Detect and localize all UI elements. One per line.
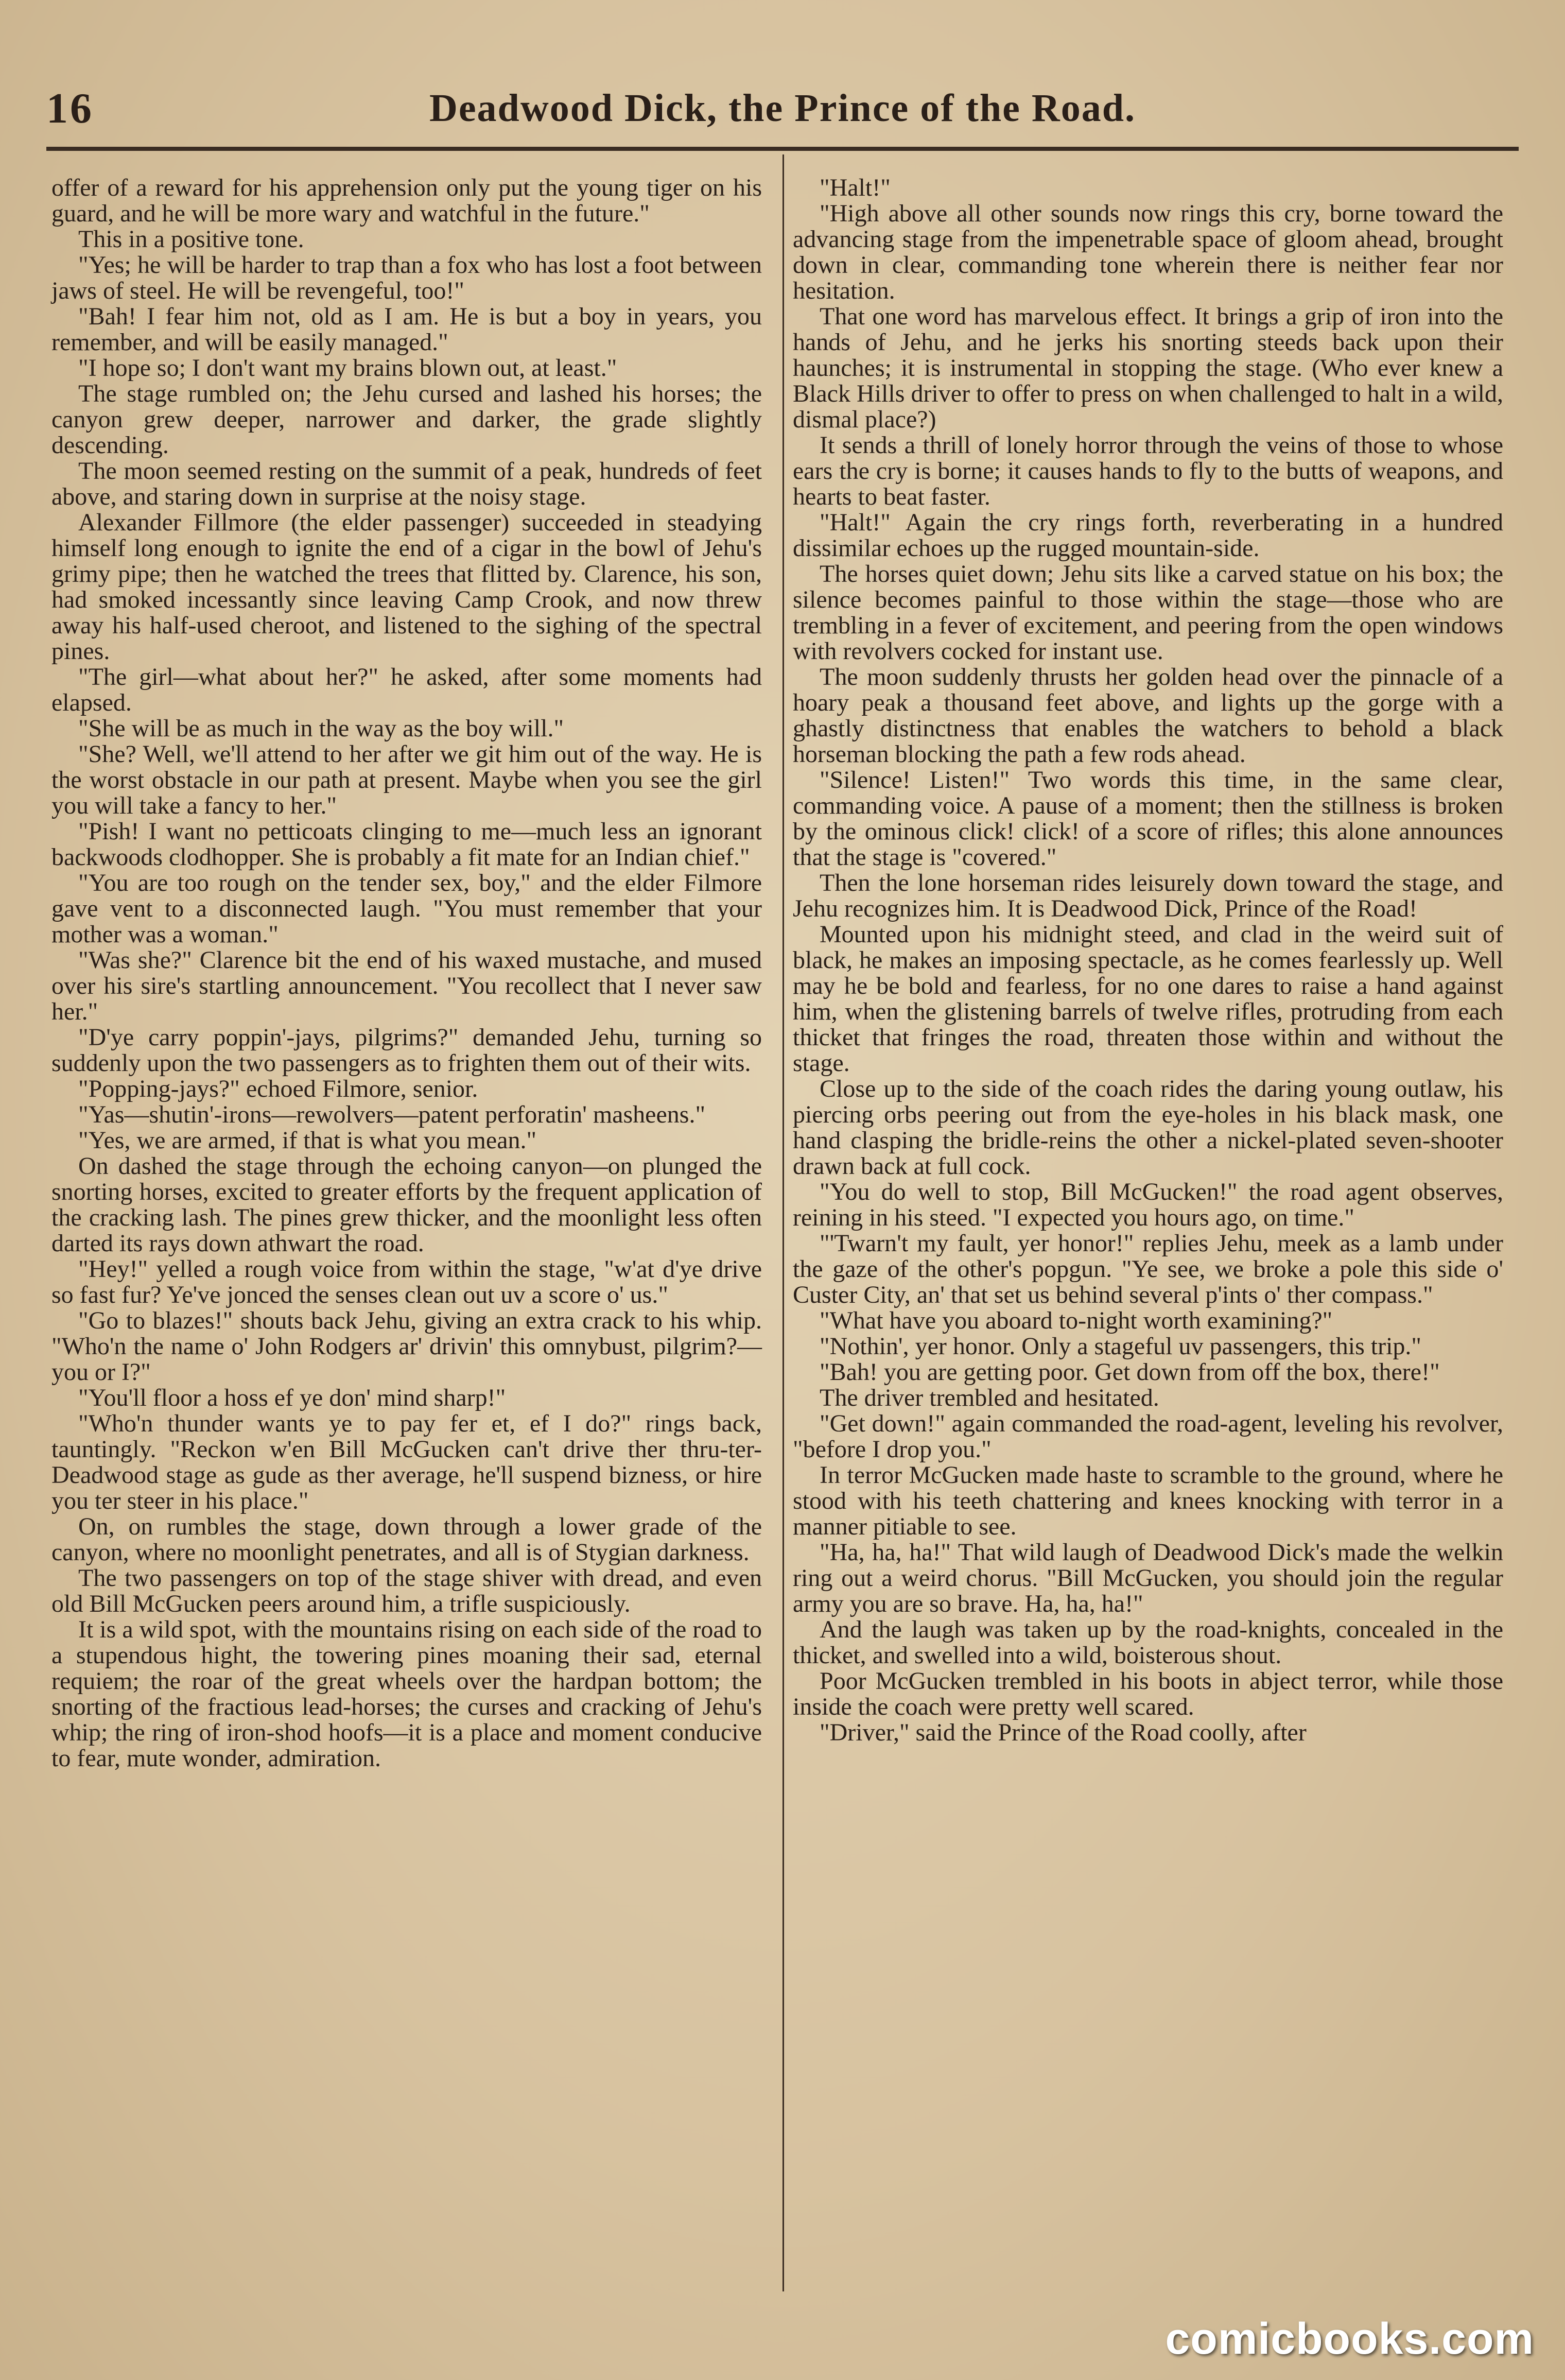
paragraph: "Driver," said the Prince of the Road coolly, after (820, 1719, 1307, 1746)
paragraph: "Yas—shutin'-irons—rewolvers—patent perforatin' masheens." (78, 1101, 706, 1128)
paragraph: "Pish! I want no petticoats clinging to me—much less an ignorant backwoods clodhopper. She is probably a fit mate for an Indian chief." (51, 818, 762, 871)
paragraph: And the laugh was taken up by the road-knights, concealed in the thicket, and swelled into a wild, boisterous shout. (793, 1616, 1503, 1669)
right-column (793, 175, 1503, 1746)
paragraph: "She? Well, we'll attend to her after we git him out of the way. He is the worst obstacle in our path at present. Maybe when you see the girl you will take a fancy to her." (51, 740, 762, 819)
paragraph: "Popping-jays?" echoed Filmore, senior. (78, 1075, 478, 1102)
paragraph: "She will be as much in the way as the boy will." (78, 715, 564, 742)
paragraph: That one word has marvelous effect. It brings a grip of iron into the hands of Jehu, and he jerks his snorting steeds back upon their haunches; it is instrumental in stopping the stage. (Who ever knew a Black Hills driver to offer to press on when challenged to halt in a wild, dismal place?) (793, 303, 1503, 433)
paragraph: It sends a thrill of lonely horror through the veins of those to whose ears the cry is borne; it causes hands to fly to the butts of weapons, and hearts to beat faster. (793, 432, 1503, 510)
paragraph: On dashed the stage through the echoing canyon—on plunged the snorting horses, excited to greater efforts by the frequent application of the cracking lash. The pines grew thicker, and the moonlight less often darted its rays down athwart the road. (51, 1152, 762, 1257)
column-divider (782, 154, 784, 2291)
paragraph: "Yes, we are armed, if that is what you mean." (78, 1127, 537, 1154)
paragraph: Poor McGucken trembled in his boots in abject terror, while those inside the coach were pretty well scared. (793, 1667, 1503, 1720)
paragraph: "Hey!" yelled a rough voice from within the stage, "w'at d'ye drive so fast fur? Ye've jonced the senses clean out uv a score o' us." (51, 1255, 762, 1308)
paragraph: offer of a reward for his apprehension only put the young tiger on his guard, and he will be more wary and watchful in the future." (51, 174, 762, 227)
paragraph: "Halt!" (820, 174, 891, 201)
paragraph: "Was she?" Clarence bit the end of his waxed mustache, and mused over his sire's startling announcement. "You recollect that I never saw her." (51, 946, 762, 1025)
paragraph: Mounted upon his midnight steed, and clad in the weird suit of black, he makes an imposing spectacle, as he comes fearlessly up. Well may he be bold and fearless, for no one dares to raise a hand against him, when the glistening barrels of twelve rifles, protruding from each thicket that fringes the road, threaten those within and without the stage. (793, 921, 1503, 1077)
paragraph: "D'ye carry poppin'-jays, pilgrims?" demanded Jehu, turning so suddenly upon the two passengers as to frighten them out of their wits. (51, 1024, 762, 1077)
paragraph: This in a positive tone. (78, 226, 304, 253)
paragraph: "Get down!" again commanded the road-agent, leveling his revolver, "before I drop you." (793, 1410, 1503, 1463)
paragraph: The moon seemed resting on the summit of a peak, hundreds of feet above, and staring down in surprise at the noisy stage. (51, 457, 762, 510)
paragraph: In terror McGucken made haste to scramble to the ground, where he stood with his teeth chattering and knees knocking with terror in a manner pitiable to see. (793, 1461, 1503, 1540)
left-column (51, 175, 762, 1771)
paragraph: "What have you aboard to-night worth examining?" (820, 1307, 1333, 1334)
paragraph: "I hope so; I don't want my brains blown out, at least." (78, 354, 617, 382)
page-header (46, 77, 1519, 139)
paragraph: Close up to the side of the coach rides the daring young outlaw, his piercing orbs peering out from the eye-holes in his black mask, one hand clasping the bridle-reins the other a nickel-plated seven-shooter drawn back at full cock. (793, 1075, 1503, 1180)
paragraph: The moon suddenly thrusts her golden head over the pinnacle of a hoary peak a thousand feet above, and lights up the gorge with a ghastly distinctness that enables the watchers to behold a black horseman blocking the path a few rods ahead. (793, 663, 1503, 768)
paragraph: "Ha, ha, ha!" That wild laugh of Deadwood Dick's made the welkin ring out a weird chorus. "Bill McGucken, you should join the regular army you are so brave. Ha, ha, ha!" (793, 1539, 1503, 1617)
paragraph: "Nothin', yer honor. Only a stageful uv passengers, this trip." (820, 1333, 1421, 1360)
running-title: Deadwood Dick, the Prince of the Road. (429, 86, 1136, 130)
paragraph: "Go to blazes!" shouts back Jehu, giving an extra crack to his whip. "Who'n the name o' John Rodgers ar' drivin' this omnybust, pilgrim?—you or I?" (51, 1307, 762, 1386)
paragraph: "Bah! I fear him not, old as I am. He is but a boy in years, you remember, and will be easily managed." (51, 303, 762, 356)
paragraph: "'Twarn't my fault, yer honor!" replies Jehu, meek as a lamb under the gaze of the other's popgun. "Ye see, we broke a pole this side o' Custer City, an' that set us behind several p'ints o' ther compass." (793, 1230, 1503, 1308)
paragraph: "High above all other sounds now rings this cry, borne toward the advancing stage from the impenetrable space of gloom ahead, brought down in clear, commanding tone wherein there is neither fear nor hesitation. (793, 200, 1503, 304)
paragraph: "Silence! Listen!" Two words this time, in the same clear, commanding voice. A pause of a moment; then the stillness is broken by the ominous click! click! of a score of rifles; this alone announces that the stage is "covered." (793, 766, 1503, 871)
paragraph: The horses quiet down; Jehu sits like a carved statue on his box; the silence becomes painful to those within the stage—those who are trembling in a fever of excitement, and peering from the open windows with revolvers cocked for instant use. (793, 560, 1503, 665)
paragraph: "You'll floor a hoss ef ye don' mind sharp!" (78, 1384, 506, 1411)
paragraph: "The girl—what about her?" he asked, after some moments had elapsed. (51, 663, 762, 716)
paragraph: "Yes; he will be harder to trap than a fox who has lost a foot between jaws of steel. He will be revengeful, too!" (51, 251, 762, 304)
page-number: 16 (46, 84, 94, 132)
paragraph: The stage rumbled on; the Jehu cursed and lashed his horses; the canyon grew deeper, narrower and darker, the grade slightly descending. (51, 380, 762, 459)
paragraph: Alexander Fillmore (the elder passenger) succeeded in steadying himself long enough to ignite the end of a cigar in the bowl of Jehu's grimy pipe; then he watched the trees that flitted by. Clarence, his son, had smoked incessantly since leaving Camp Crook, and now threw away his half-used cheroot, and listened to the sighing of the spectral pines. (51, 509, 762, 665)
paragraph: "You are too rough on the tender sex, boy," and the elder Filmore gave vent to a disconnected laugh. "You must remember that your mother was a woman." (51, 869, 762, 948)
watermark: comicbooks.com (1165, 2314, 1534, 2364)
paragraph: "Bah! you are getting poor. Get down from off the box, there!" (820, 1358, 1440, 1386)
paragraph: It is a wild spot, with the mountains rising on each side of the road to a stupendous hight, the towering pines moaning their sad, eternal requiem; the roar of the great wheels over the hardpan bottom; the snorting of the fractious lead-horses; the curses and cracking of Jehu's whip; the ring of iron-shod hoofs—it is a place and moment conducive to fear, mute wonder, admiration. (51, 1616, 762, 1772)
paragraph: The two passengers on top of the stage shiver with dread, and even old Bill McGucken peers around him, a trifle suspiciously. (51, 1564, 762, 1617)
paragraph: "You do well to stop, Bill McGucken!" the road agent observes, reining in his steed. "I expected you hours ago, on time." (793, 1178, 1503, 1231)
paragraph: The driver trembled and hesitated. (820, 1384, 1159, 1411)
paragraph: Then the lone horseman rides leisurely down toward the stage, and Jehu recognizes him. It is Deadwood Dick, Prince of the Road! (793, 869, 1503, 922)
header-rule (46, 147, 1519, 151)
paragraph: "Who'n thunder wants ye to pay fer et, ef I do?" rings back, tauntingly. "Reckon w'en Bill McGucken can't drive ther thru-ter-Deadwood stage as gude as ther average, he'll suspend bizness, or hire you ter steer in his place." (51, 1410, 762, 1514)
paragraph: "Halt!" Again the cry rings forth, reverberating in a hundred dissimilar echoes up the rugged mountain-side. (793, 509, 1503, 562)
paragraph: On, on rumbles the stage, down through a lower grade of the canyon, where no moonlight penetrates, and all is of Stygian darkness. (51, 1513, 762, 1566)
